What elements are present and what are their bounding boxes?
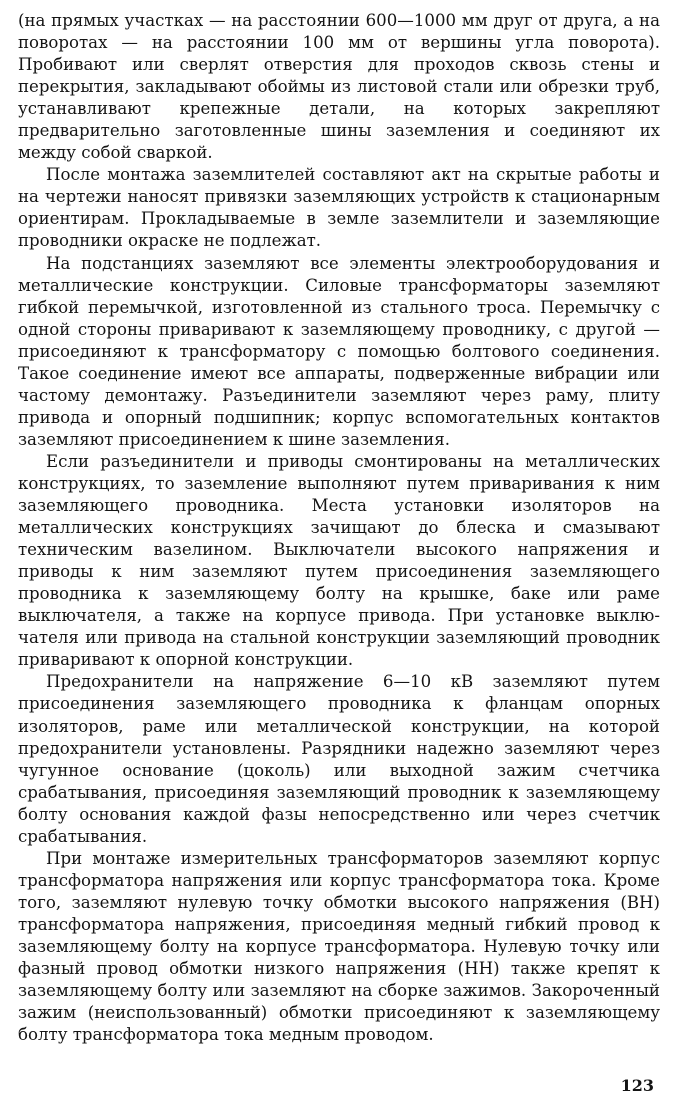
paragraph-2: После монтажа заземлителей составляют акт на скрытые работы и на чертежи наносят привязки заземляющих устройств к стационарным ориентирам. Прокладываемые в земле заземлители и заземляющие проводники окраске не подлежат. (18, 165, 660, 251)
page-number: 123 (620, 1076, 654, 1095)
page-text (18, 10, 660, 1046)
paragraph-4: Если разъединители и приводы смонтированы на металлических конструкциях, то заземление выполняют путем приваривания к ним заземляющего проводника. Места установки изоляторов на металлических конструкциях зачищают до блеска и смазывают техническим вазелином. Выключатели высокого напряжения и приводы к ним заземляют путем присоединения заземляющего проводника к заземляющему болту на крышке, баке или раме выключателя, а также на корпусе привода. При установке выключателя или привода на стальной конструкции заземляющий проводник приваривают к опорной конструкции. (18, 451, 660, 670)
paragraph-6: При монтаже измерительных трансформаторов заземляют корпус трансформатора напряжения или корпус трансформатора тока. Кроме того, заземляют нулевую точку обмотки высокого напряжения (ВН) трансформатора напряжения, присоединяя медный гибкий провод к заземляющему болту на корпусе трансформатора. Нулевую точку или фазный провод обмотки низкого напряжения (НН) также крепят к заземляющему болту или заземляют на сборке зажимов. Закороченный зажим (неиспользованный) обмотки присоединяют к заземляющему болту трансформатора тока медным проводом. (18, 848, 660, 1045)
paragraph-5: Предохранители на напряжение 6—10 кВ заземляют путем присоединения заземляющего проводника к фланцам опорных изоляторов, раме или металлической конструкции, на которой предохранители установлены. Разрядники надежно заземляют через чугунное основание (цоколь) или выходной зажим счетчика срабатывания, присоединяя заземляющий проводник к заземляющему болту основания каждой фазы непосредственно или через счетчик срабатывания. (18, 672, 660, 846)
paragraph-1: (на прямых участках — на расстоянии 600—1000 мм друг от друга, а на поворотах — на расстоянии 100 мм от вершины угла поворота). Пробивают или сверлят отверстия для проходов сквозь стены и перекрытия, закладывают обоймы из листовой стали или обрезки труб, устанавливают крепежные детали, на которых закрепляют предварительно заготовленные шины заземления и соединяют их между собой сваркой. (18, 11, 660, 163)
paragraph-3: На подстанциях заземляют все элементы электрооборудования и металлические конструкции. Силовые трансформаторы заземляют гибкой перемычкой, изготовленной из стального троса. Перемычку с одной стороны приваривают к заземляющему проводнику, с другой — присоединяют к трансформатору с помощью болтового соединения. Такое соединение имеют все аппараты, подверженные вибрации или частому демонтажу. Разъединители заземляют через раму, плиту привода и опорный подшипник; корпус вспомогательных контактов заземляют присоединением к шине заземления. (18, 253, 660, 449)
